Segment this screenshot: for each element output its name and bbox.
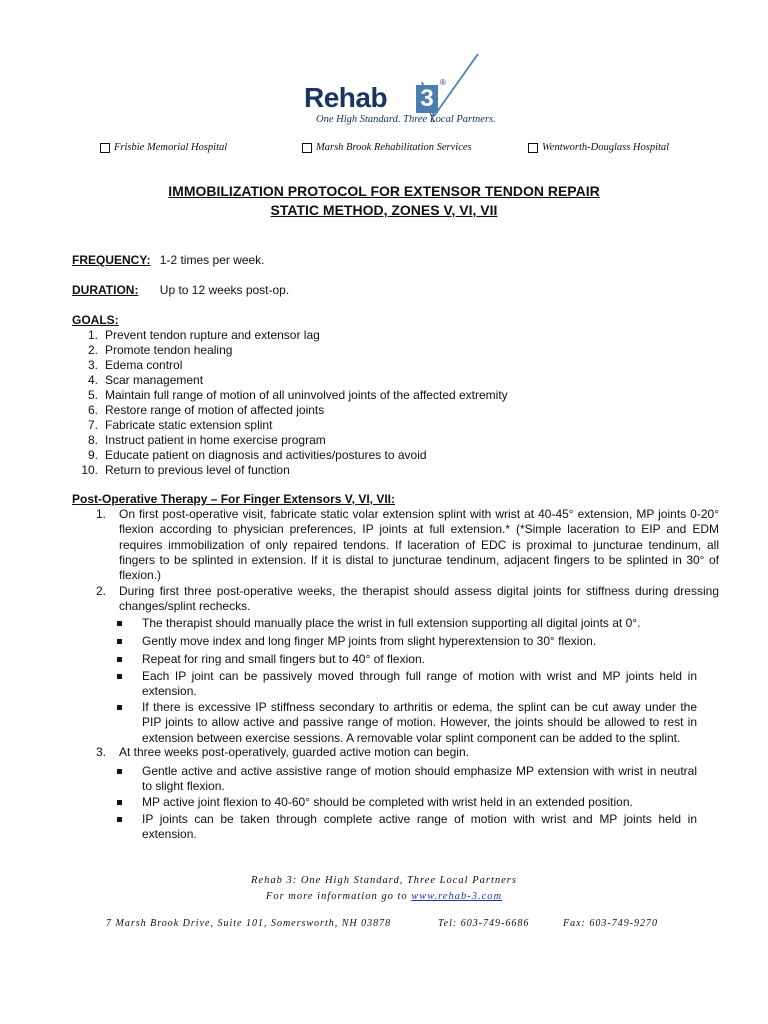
goal-text: Restore range of motion of affected joints: [105, 403, 325, 417]
document-title-line2: STATIC METHOD, ZONES V, VI, VII: [270, 202, 498, 218]
bullet-text: MP active joint flexion to 40-60° should be completed with wrist held in an extended position.: [142, 795, 633, 809]
hospital-item: [100, 142, 227, 153]
checkbox-icon: [302, 143, 312, 153]
bullet-icon: [117, 817, 122, 822]
checkbox-icon: [100, 143, 110, 153]
goal-number: 1.: [87, 328, 98, 342]
goal-number: 4.: [87, 373, 98, 387]
step-text: At three weeks post-operatively, guarded active motion can begin.: [119, 745, 469, 759]
therapy-heading: Post-Operative Therapy – For Finger Extensors V, VI, VII:: [72, 492, 395, 506]
logo-number: 3: [416, 85, 438, 113]
footer-address: 7 Marsh Brook Drive, Suite 101, Somersworth, NH 03878: [106, 918, 392, 929]
bullet-item: [142, 669, 697, 700]
bullet-icon: [117, 705, 122, 710]
goal-number: 2.: [87, 343, 98, 357]
duration-row: [72, 283, 289, 298]
goal-number: 8.: [87, 433, 98, 447]
footer-fax: Fax: 603-749-9270: [563, 918, 659, 929]
logo-word: Rehab: [304, 82, 388, 113]
goal-number: 3.: [87, 358, 98, 372]
bullet-text: If there is excessive IP stiffness secondary to arthritis or edema, the splint can be cut away under the PIP joints to allow active and passive range of motion. However, the joints should be allowed to rest in extension between exercise sessions. A removable volar splint component can be added to the splint.: [142, 700, 697, 745]
bullet-item: [142, 795, 697, 810]
checkbox-icon: [528, 143, 538, 153]
bullet-text: Gentle active and active assistive range of motion should emphasize MP extension with wrist in neutral to slight flexion.: [142, 764, 697, 794]
bullet-item: [142, 634, 697, 649]
step-text: On first post-operative visit, fabricate static volar extension splint with wrist at 40-45° extension, MP joints 0-20° flexion according to physician preferences, IP joints at full extension.* (*Simple laceration to EIP and EDM requires immobilization of only repaired tendons. If laceration of EDC is proximal to juncturae tendinum, all fingers to be splinted in extension. If it is distal to juncturae tendinum, adjacent fingers to be splinted in 30° of flexion.): [119, 507, 719, 583]
step-text: During first three post-operative weeks, the therapist should assess digital joints for stiffness during dressing changes/splint rechecks.: [119, 584, 719, 614]
goal-number: 10.: [81, 463, 98, 477]
bullet-text: Gently move index and long finger MP joints from slight hyperextension to 30° flexion.: [142, 634, 597, 648]
footer-info: [0, 891, 768, 902]
bullet-text: The therapist should manually place the wrist in full extension supporting all digital joints at 0°.: [142, 616, 641, 630]
bullet-icon: [117, 621, 122, 626]
bullet-item: [142, 652, 697, 667]
duration-label: DURATION:: [72, 283, 139, 297]
goals-label: GOALS:: [72, 313, 119, 327]
bullet-icon: [117, 769, 122, 774]
website-link[interactable]: www.rehab-3.com: [411, 891, 503, 902]
goal-number: 7.: [87, 418, 98, 432]
bullet-text: Repeat for ring and small fingers but to 40° of flexion.: [142, 652, 425, 666]
goal-text: Promote tendon healing: [105, 343, 233, 357]
step-number: 2.: [96, 584, 107, 598]
bullet-item: [142, 812, 697, 843]
hospital-item: [302, 142, 472, 153]
bullet-icon: [117, 657, 122, 662]
goal-text: Educate patient on diagnosis and activities/postures to avoid: [105, 448, 427, 462]
footer-info-text: For more information go to: [265, 891, 412, 902]
bullet-item: [142, 764, 697, 795]
frequency-value: 1-2 times per week.: [159, 253, 265, 267]
goal-text: Scar management: [105, 373, 204, 387]
goal-text: Edema control: [105, 358, 183, 372]
frequency-row: [72, 253, 265, 268]
hospital-name: Wentworth-Douglass Hospital: [542, 142, 670, 153]
bullet-text: Each IP joint can be passively moved through full range of motion with wrist and MP joints held in extension.: [142, 669, 697, 699]
goal-text: Return to previous level of function: [105, 463, 290, 477]
hospital-name: Marsh Brook Rehabilitation Services: [316, 142, 472, 153]
bullet-icon: [117, 800, 122, 805]
footer-telephone: Tel: 603-749-6686: [438, 918, 530, 929]
goal-number: 9.: [87, 448, 98, 462]
goal-text: Maintain full range of motion of all uninvolved joints of the affected extremity: [105, 388, 508, 402]
rehab3-logo: [300, 52, 530, 132]
goal-text: Instruct patient in home exercise program: [105, 433, 326, 447]
goal-number: 5.: [87, 388, 98, 402]
step-number: 3.: [96, 745, 107, 759]
goal-text: Prevent tendon rupture and extensor lag: [105, 328, 320, 342]
bullet-icon: [117, 674, 122, 679]
logo-tagline: One High Standard. Three Local Partners.: [316, 114, 496, 125]
goal-number: 6.: [87, 403, 98, 417]
logo-registered-mark: ®: [440, 78, 446, 87]
bullet-item: [142, 700, 697, 746]
footer-slogan: Rehab 3: One High Standard, Three Local Partners: [251, 875, 517, 886]
step-number: 1.: [96, 507, 107, 521]
hospital-list: [0, 142, 768, 158]
bullet-item: [142, 616, 697, 631]
bullet-icon: [117, 639, 122, 644]
document-title-line1: IMMOBILIZATION PROTOCOL FOR EXTENSOR TENDON REPAIR: [168, 183, 600, 199]
frequency-label: FREQUENCY:: [72, 253, 151, 267]
goal-text: Fabricate static extension splint: [105, 418, 273, 432]
hospital-item: [528, 142, 669, 153]
hospital-name: Frisbie Memorial Hospital: [114, 142, 228, 153]
bullet-text: IP joints can be taken through complete active range of motion with wrist and MP joints held in extension.: [142, 812, 697, 842]
duration-value: Up to 12 weeks post-op.: [159, 283, 290, 297]
